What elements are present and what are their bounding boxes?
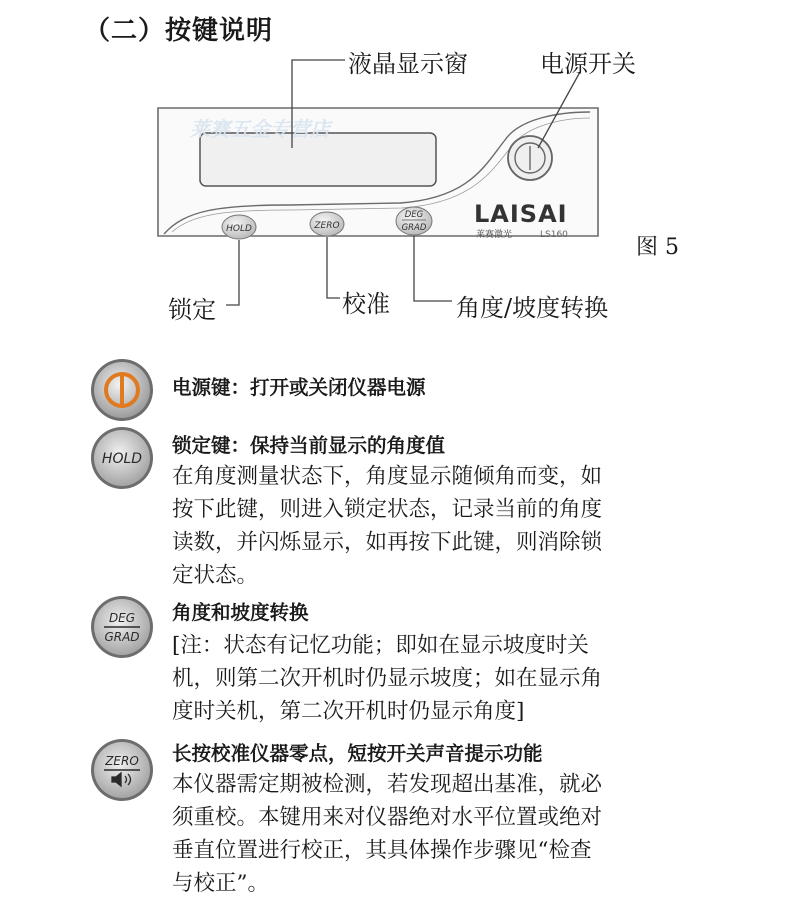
svg-text:DEG: DEG (108, 611, 136, 625)
hold-leader (226, 240, 239, 305)
power-switch (508, 136, 552, 180)
brand-logo: LAISAI (474, 200, 568, 228)
svg-text:GRAD: GRAD (401, 223, 427, 233)
svg-text:ZERO: ZERO (105, 754, 139, 768)
deg-leader (414, 236, 452, 301)
svg-text:GRAD: GRAD (104, 630, 140, 644)
key-title: 长按校准仪器零点，短按开关声音提示功能 (172, 742, 543, 765)
watermark-text: 莱赛五金专营店 (190, 117, 330, 141)
key-title: 锁定键：保持当前显示的角度值 (172, 434, 446, 457)
deg-grad-button (396, 207, 432, 235)
lcd-label: 液晶显示窗 (348, 50, 468, 78)
zero-button (310, 212, 344, 236)
svg-text:HOLD: HOLD (101, 451, 143, 467)
hold-button-icon (90, 426, 154, 490)
power-button-icon (90, 358, 154, 422)
key-title: 电源键：打开或关闭仪器电源 (172, 376, 426, 399)
power-switch-label: 电源开关 (540, 50, 636, 78)
zero-sound-button-icon (90, 738, 154, 802)
key-description: 在角度测量状态下，角度显示随倾角而变，如 按下此键，则进入锁定状态，记录当前的角度 读数，并闪烁显示，如再按下此键，则消除锁 定状态。 (172, 464, 603, 588)
svg-text:ZERO: ZERO (314, 221, 340, 231)
device-panel (158, 108, 598, 240)
key-description: [注：状态有记忆功能；即如在显示坡度时关 机，则第二次开机时仍显示坡度；如在显示角 度时关机，第二次开机时仍显示角度] (172, 633, 603, 724)
deg-grad-button-icon (90, 595, 154, 659)
svg-text:HOLD: HOLD (226, 224, 252, 234)
key-title: 角度和坡度转换 (172, 601, 309, 624)
hold-button (222, 215, 256, 239)
section-title: （二）按键说明 (84, 16, 274, 46)
zero-label: 校准 (342, 290, 390, 318)
zero-leader (327, 237, 340, 298)
deg-grad-label: 角度/坡度转换 (456, 294, 609, 322)
hold-label: 锁定 (168, 296, 216, 324)
key-description: 本仪器需定期被检测，若发现超出基准，就必 须重校。本键用来对仪器绝对水平位置或绝对 垂直位置进行校正，其具体操作步骤见“检查 与校正”。 (172, 772, 603, 896)
model-label: LS160 (540, 230, 568, 240)
svg-text:DEG: DEG (404, 210, 424, 220)
figure-label: 图 5 (636, 235, 679, 260)
brand-cn: 莱赛激光 (476, 230, 513, 240)
